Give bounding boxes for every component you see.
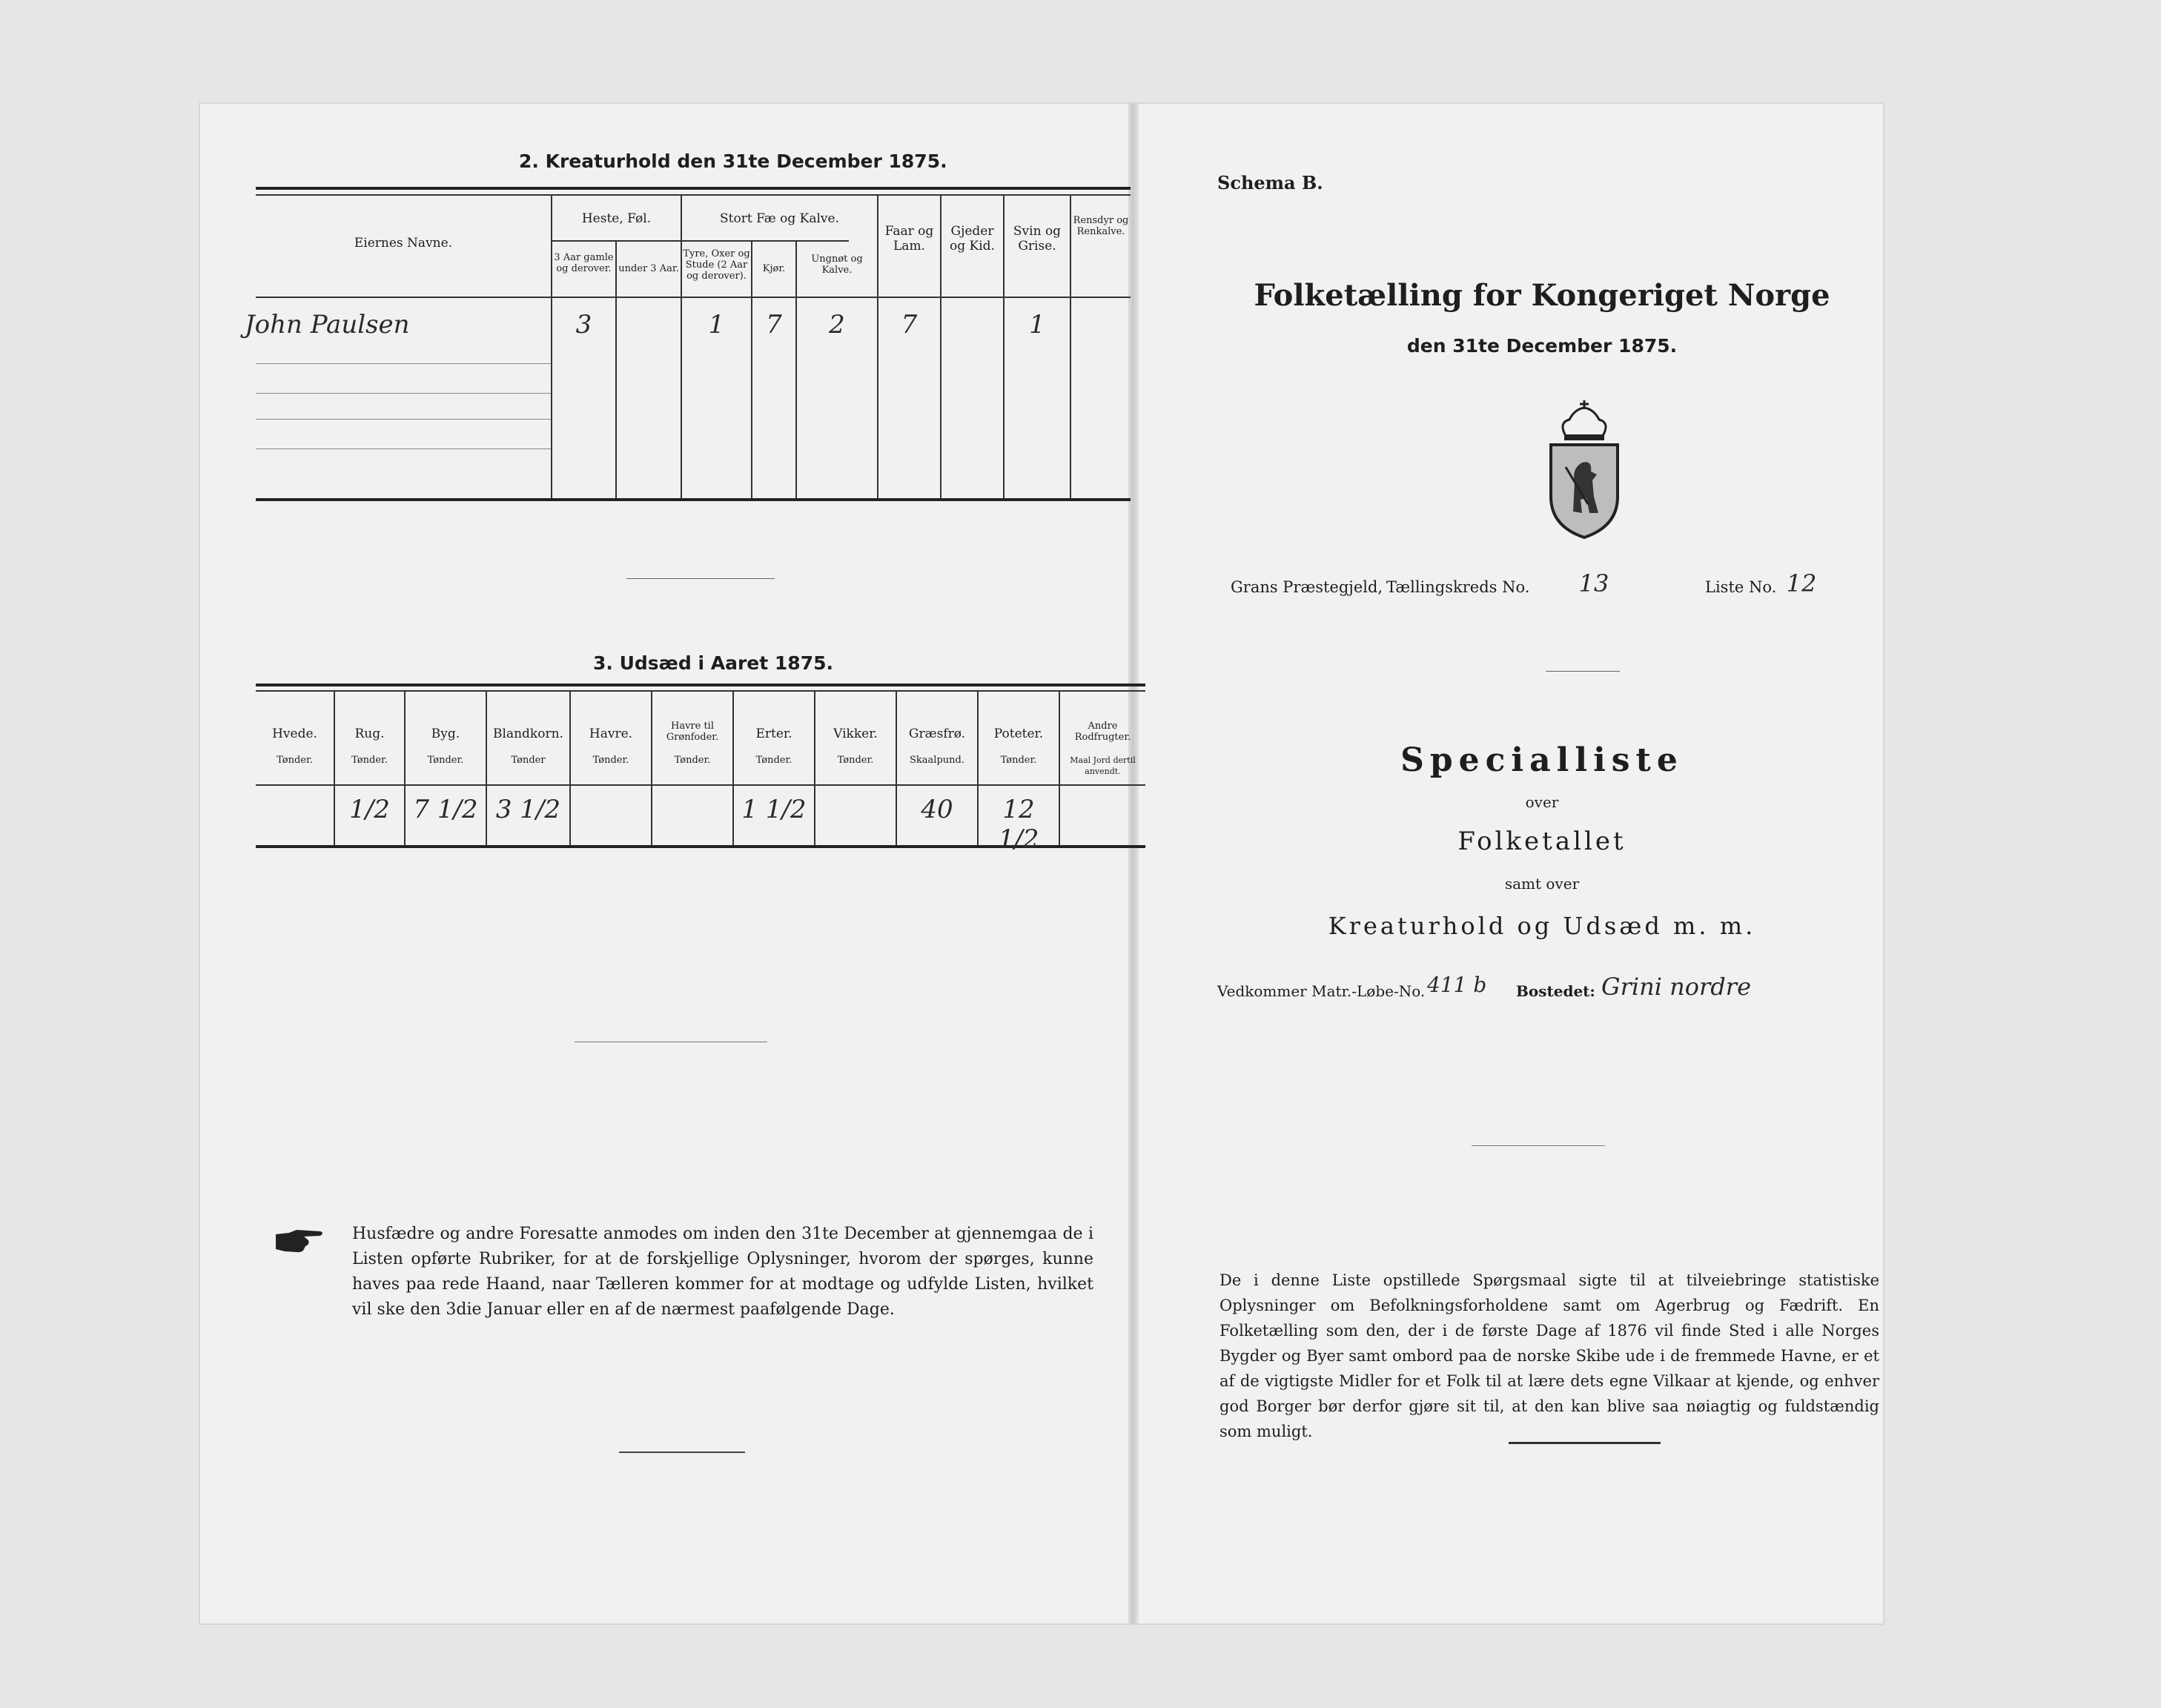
- havre-gronfoder-unit: Tønder.: [674, 755, 711, 766]
- kreds-value: 13: [1578, 569, 1609, 598]
- hvede-unit: Tønder.: [277, 755, 313, 766]
- bosted-value: Grini nordre: [1601, 973, 1751, 1001]
- rug-header: Rug.: [354, 726, 385, 741]
- kjoer-value: 7: [766, 310, 782, 340]
- graesfro-unit: Skaalpund.: [910, 755, 964, 766]
- intro-text: De i denne Liste opstillede Spørgsmaal sigte til at tilveiebringe statistiske Oplysninger om Befolkningsforholdene samt om Agerbrug og Fædrift. En Folketælling som den, der i de første Dage af 1876 vil finde Sted i alle Norges Bygder og Byer samt ombord paa de norske Skibe ude i de fremmede Havne, er et af de vigtigste Midler for et Folk til at lære dets egne Vilkaar at kjende, og enhver god Borger bør derfor gjøre sit til, at den kan blive saa nøiagtig og fuldstændig som muligt.: [1220, 1271, 1879, 1440]
- pointing-hand-icon: [274, 1227, 326, 1257]
- table-rule: [256, 784, 1145, 786]
- stort-fae-group-header: Stort Fæ og Kalve.: [720, 211, 839, 226]
- heste-old-header: 3 Aar gamle og derover.: [554, 252, 614, 274]
- havre-gronfoder-header: Havre til Grønfoder.: [666, 721, 719, 743]
- table-rule: [256, 498, 1131, 501]
- graesfro-value: 40: [921, 795, 953, 824]
- kreds-label: Tællingskreds No.: [1386, 578, 1530, 596]
- section3-title: 3. Udsæd i Aaret 1875.: [593, 652, 833, 674]
- rug-value: 1/2: [349, 795, 390, 824]
- poteter-value: 12 1/2: [998, 795, 1039, 854]
- prestegjeld-label: Grans Præstegjeld,: [1231, 578, 1383, 596]
- section2-title: 2. Kreaturhold den 31te December 1875.: [519, 150, 947, 172]
- samt-over-label: samt over: [1504, 875, 1580, 893]
- vikker-unit: Tønder.: [837, 755, 874, 766]
- rug-unit: Tønder.: [351, 755, 388, 766]
- page-fold: [1128, 104, 1139, 1623]
- ungnot-value: 2: [829, 310, 845, 340]
- matr-value: 411 b: [1427, 973, 1487, 997]
- blandkorn-value: 3 1/2: [495, 795, 561, 824]
- vikker-header: Vikker.: [833, 726, 878, 741]
- table-rule: [256, 448, 552, 449]
- separator: [626, 578, 775, 579]
- heste-young-header: under 3 Aar.: [618, 263, 679, 274]
- rodfrugter-header: Andre Rodfrugter.: [1074, 721, 1131, 743]
- folketallet-heading: Folketallet: [1457, 827, 1626, 856]
- table-rule: [256, 393, 552, 394]
- erter-header: Erter.: [755, 726, 792, 741]
- byg-value: 7 1/2: [413, 795, 478, 824]
- blandkorn-header: Blandkorn.: [493, 726, 563, 741]
- table-col-rule: [681, 194, 682, 498]
- erter-value: 1 1/2: [741, 795, 807, 824]
- schema-label: Schema B.: [1217, 172, 1323, 193]
- table-rule: [256, 419, 552, 420]
- table-rule: [256, 194, 1131, 196]
- table-col-rule: [1070, 194, 1071, 498]
- havre-unit: Tønder.: [592, 755, 629, 766]
- havre-header: Havre.: [589, 726, 633, 741]
- liste-value: 12: [1786, 569, 1817, 598]
- heste-group-header: Heste, Føl.: [581, 211, 652, 226]
- blandkorn-unit: Tønder: [511, 755, 546, 766]
- table-col-rule: [615, 240, 617, 498]
- tyre-value: 1: [708, 310, 725, 340]
- poteter-header: Poteter.: [993, 726, 1044, 741]
- separator: [1472, 1145, 1605, 1146]
- hvede-header: Hvede.: [272, 726, 317, 741]
- table-rule: [256, 187, 1131, 190]
- svin-header: Svin og Grise.: [1013, 224, 1062, 254]
- byg-unit: Tønder.: [427, 755, 464, 766]
- table-rule: [256, 690, 1145, 692]
- erter-unit: Tønder.: [755, 755, 792, 766]
- faar-header: Faar og Lam.: [884, 224, 934, 254]
- table-rule: [256, 363, 552, 364]
- kreaturhold-heading: Kreaturhold og Udsæd m. m.: [1328, 912, 1756, 940]
- matr-label: Vedkommer Matr.-Løbe-No.: [1217, 982, 1426, 1000]
- specialliste-heading: Specialliste: [1400, 741, 1684, 779]
- ungnot-header: Ungnøt og Kalve.: [811, 254, 863, 276]
- table-col-rule: [551, 194, 552, 498]
- separator: [619, 1452, 745, 1453]
- census-title: Folketælling for Kongeriget Norge: [1254, 278, 1830, 313]
- census-date: den 31te December 1875.: [1406, 335, 1678, 357]
- tyre-header: Tyre, Oxer og Stude (2 Aar og derover).: [683, 248, 750, 282]
- coat-of-arms-icon: [1543, 400, 1625, 541]
- table-col-rule: [651, 690, 652, 845]
- kjoer-header: Kjør.: [762, 263, 786, 274]
- rensdyr-header: Rensdyr og Renkalve.: [1073, 215, 1129, 237]
- table-col-rule: [795, 240, 797, 498]
- svin-value: 1: [1029, 310, 1045, 340]
- liste-label: Liste No.: [1705, 578, 1777, 596]
- heste-old-value: 3: [575, 310, 592, 340]
- table-col-rule: [569, 690, 571, 845]
- owner-header: Eiernes Navne.: [354, 236, 453, 251]
- separator: [1509, 1442, 1661, 1444]
- table-rule: [552, 240, 849, 242]
- owner-name: John Paulsen: [245, 310, 410, 340]
- table-col-rule: [814, 690, 815, 845]
- table-rule: [256, 683, 1145, 686]
- byg-header: Byg.: [431, 726, 460, 741]
- faar-value: 7: [901, 310, 918, 340]
- separator: [1546, 671, 1620, 672]
- poteter-unit: Tønder.: [1000, 755, 1037, 766]
- table-rule: [256, 297, 1131, 298]
- bosted-label: Bostedet:: [1516, 982, 1595, 1000]
- rodfrugter-unit: Maal Jord dertil anvendt.: [1070, 755, 1136, 776]
- table-col-rule: [751, 240, 752, 498]
- notice-text: Husfædre og andre Foresatte anmodes om inden den 31te December at gjennemgaa de i Listen opførte Rubriker, for at de forskjellige Oplysninger, hvorom der spørges, kunne haves paa rede Haand, naar Tælleren kommer for at modtage og udfylde Listen, hvilket vil ske den 3die Januar eller en af de nærmest paafølgende Dage.: [352, 1225, 1093, 1319]
- gjeder-header: Gjeder og Kid.: [950, 224, 995, 254]
- over-label: over: [1525, 793, 1559, 811]
- graesfro-header: Græsfrø.: [908, 726, 966, 741]
